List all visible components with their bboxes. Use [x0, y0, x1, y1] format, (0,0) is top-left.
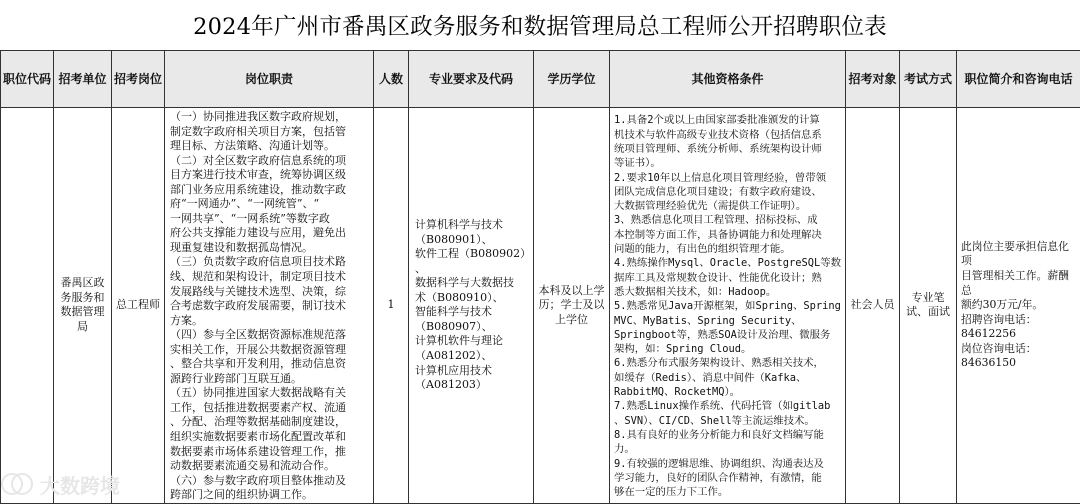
requirement-line: 学习能力，良好的团队合作精神，有激情，能	[614, 471, 822, 484]
requirement-line: Springboot等，熟悉SOA设计及治理、微服务	[614, 328, 831, 341]
cell-major	[409, 108, 534, 504]
requirement-line: MVC、MyBatis、Spring Security、	[614, 314, 802, 327]
header-count: 人数	[374, 51, 409, 108]
requirement-line: 6.熟悉分布式服务架构设计、熟悉相关技术，	[614, 357, 824, 370]
duty-line: 合考虑数字政府发展需要，制订技术	[170, 299, 346, 313]
intro-line: 目管理相关工作。薪酬总	[961, 269, 1069, 297]
header-duties: 岗位职责	[165, 51, 374, 108]
duty-line: 部门业务应用系统建设，推动数字政	[170, 182, 346, 196]
requirement-line: 4.熟练操作Mysql、Oracle、PostgreSQL等数	[614, 257, 842, 270]
major-line: （A081203）	[415, 378, 487, 392]
table-row	[1, 108, 1080, 504]
requirement-line: 据库工具及常规数仓设计、性能优化设计；熟	[614, 271, 822, 284]
requirement-line: 悉大数据相关技术，如：Hadoop。	[614, 285, 777, 298]
requirement-line: 统项目管理师、系统分析师、系统架构设计师	[614, 142, 822, 155]
duty-line: 发展路线与关键技术选型、决策，综	[170, 284, 346, 298]
duty-line: （四）参与全区数据资源标准规范落	[170, 328, 346, 342]
cell-unit: 番禺区政务服务和数据管理局	[54, 108, 112, 504]
duty-line: 、整合共享和开发利用，推动信息资	[170, 357, 346, 371]
requirement-line: 2.要求10年以上信息化项目管理经验，曾带领	[614, 171, 827, 184]
requirement-line: 如缓存（Redis）、消息中间件（Kafka、	[614, 371, 807, 384]
major-line: （B080901）、	[415, 232, 493, 246]
duty-line: 府“一网通办”、“一网统管”、“	[170, 197, 320, 211]
cell-code	[1, 108, 54, 504]
intro-line: 岗位咨询电话：84636150	[961, 341, 1037, 370]
watermark	[0, 466, 170, 502]
cell-other	[610, 108, 846, 504]
major-line: 计算机科学与技术	[415, 218, 503, 232]
duty-line: 方案。	[170, 313, 203, 327]
intro-line: 额约30万元/年。	[961, 298, 1044, 312]
requirement-line: 等证书）。	[614, 157, 661, 170]
header-other: 其他资格条件	[610, 51, 846, 108]
duty-line: 线、规范和架构设计，制定项目技术	[170, 270, 346, 284]
duty-line: 、分配、治理等数据基础制度建设，	[170, 415, 346, 429]
duty-line: 实相关工作，开展公共数据资源管理	[170, 342, 346, 356]
duty-line: 府公共支撑能力建设与应用，避免出	[170, 226, 346, 240]
major-line: （A081202）、	[415, 349, 493, 363]
major-line: 软件工程（B080902）	[415, 247, 532, 261]
intro-list	[961, 240, 1076, 371]
duty-line: 制定数字政府相关项目方案，包括管	[170, 124, 346, 138]
major-line: 术（B080910）、	[415, 290, 504, 304]
major-line: 计算机软件与理论	[415, 334, 503, 348]
requirement-line: 5.熟悉常见Java开源框架，如Spring、Spring	[614, 300, 841, 313]
duties-list	[170, 110, 368, 503]
header-exam: 考试方式	[900, 51, 957, 108]
watermark-logo-icon	[0, 471, 34, 497]
requirement-line: 机技术与软件高级专业技术资格（包括信息系	[614, 128, 822, 141]
watermark-text: 大数跨境	[40, 473, 120, 498]
duty-line: 数据要素市场体系建设管理工作，推	[170, 444, 346, 458]
duty-line: 目方案进行技术审查，统筹协调区级	[170, 168, 346, 182]
header-intro: 职位简介和咨询电话	[957, 51, 1080, 108]
major-line: 智能科学与技术	[415, 305, 492, 319]
intro-line: 此岗位主要承担信息化项	[961, 239, 1069, 268]
requirement-line: 本控制等方面工作，具备协调能力和处理解决	[614, 228, 822, 241]
cell-exam: 专业笔试、面试	[900, 108, 957, 504]
header-target: 招考对象	[846, 51, 900, 108]
other-list	[614, 113, 841, 499]
cell-target: 社会人员	[846, 108, 900, 504]
cell-duties	[165, 108, 374, 504]
cell-edu: 本科及以上学历；学士及以上学位	[534, 108, 610, 504]
requirement-line: 8.具有良好的业务分析能力和良好文档编写能	[614, 428, 824, 441]
duty-line: 动数据要素流通交易和流动合作。	[170, 459, 335, 473]
cell-position: 总工程师	[112, 108, 165, 504]
duty-line: 理目标、方法策略、沟通计划等。	[170, 139, 335, 153]
duty-line: 源跨行业跨部门互联互通。	[170, 371, 302, 385]
intro-line: 招聘咨询电话：84612256	[961, 312, 1037, 341]
requirement-line: 团队完成信息化项目建设；有数字政府建设、	[614, 185, 822, 198]
requirement-line: 9.有较强的逻辑思维、协调组织、沟通表达及	[614, 457, 824, 470]
duty-line: 现重复建设和数据孤岛情况。	[170, 240, 313, 254]
major-list	[415, 218, 532, 393]
header-unit: 招考单位	[54, 51, 112, 108]
duty-line: 工作，包括推进数据要素产权、流通	[170, 400, 346, 414]
requirement-line: 1.具备2个或以上由国家部委批准颁发的计算	[614, 114, 820, 127]
cell-intro	[957, 108, 1080, 504]
requirement-line: 7.熟悉Linux操作系统、代码托管（如gitlab	[614, 400, 831, 413]
requirement-line: 够在一定的压力下工作。	[614, 486, 729, 499]
cell-count: 1	[374, 108, 409, 504]
duty-line: 组织实施数据要素市场化配置改革和	[170, 430, 346, 444]
header-edu: 学历学位	[534, 51, 610, 108]
major-line: 数据科学与大数据技	[415, 276, 514, 290]
requirement-line: 、SVN）、CI/CD、Shell等主流运维技术。	[614, 414, 815, 427]
requirement-line: 架构，如：Spring Cloud。	[614, 343, 752, 356]
requirement-line: RabbitMQ、RocketMQ）。	[614, 386, 741, 399]
header-code: 职位代码	[1, 51, 54, 108]
requirement-line: 力。	[614, 443, 635, 456]
header-row	[1, 51, 1080, 108]
duty-line: 跨部门之间的组织协调工作。	[170, 488, 313, 502]
job-table	[0, 50, 1080, 504]
requirement-line: 3、熟悉信息化项目工程管理、招标投标、成	[614, 214, 818, 227]
major-line: （B080907）、	[415, 319, 493, 333]
major-line: 、	[415, 261, 426, 275]
page-title: 2024年广州市番禺区政务服务和数据管理局总工程师公开招聘职位表	[193, 14, 887, 40]
header-major: 专业要求及代码	[409, 51, 534, 108]
requirement-line: 问题的能力，有出色的组织管理才能。	[614, 243, 791, 256]
duty-line: 一网共享”、“一网系统”等数字政	[170, 211, 330, 225]
duty-line: （五）协同推进国家大数据战略有关	[170, 386, 346, 400]
duty-line: （二）对全区数字政府信息系统的项	[170, 153, 346, 167]
requirement-line: 大数据管理经验优先（需提供工作证明）。	[614, 200, 807, 213]
duty-line: （三）负责数字政府信息项目技术路	[170, 255, 346, 269]
duty-line: （一）协同推进我区数字政府规划，	[170, 110, 346, 123]
major-line: 计算机应用技术	[415, 363, 492, 377]
header-position: 招考岗位	[112, 51, 165, 108]
duty-line: （六）参与数字政府项目整体推动及	[170, 473, 346, 487]
